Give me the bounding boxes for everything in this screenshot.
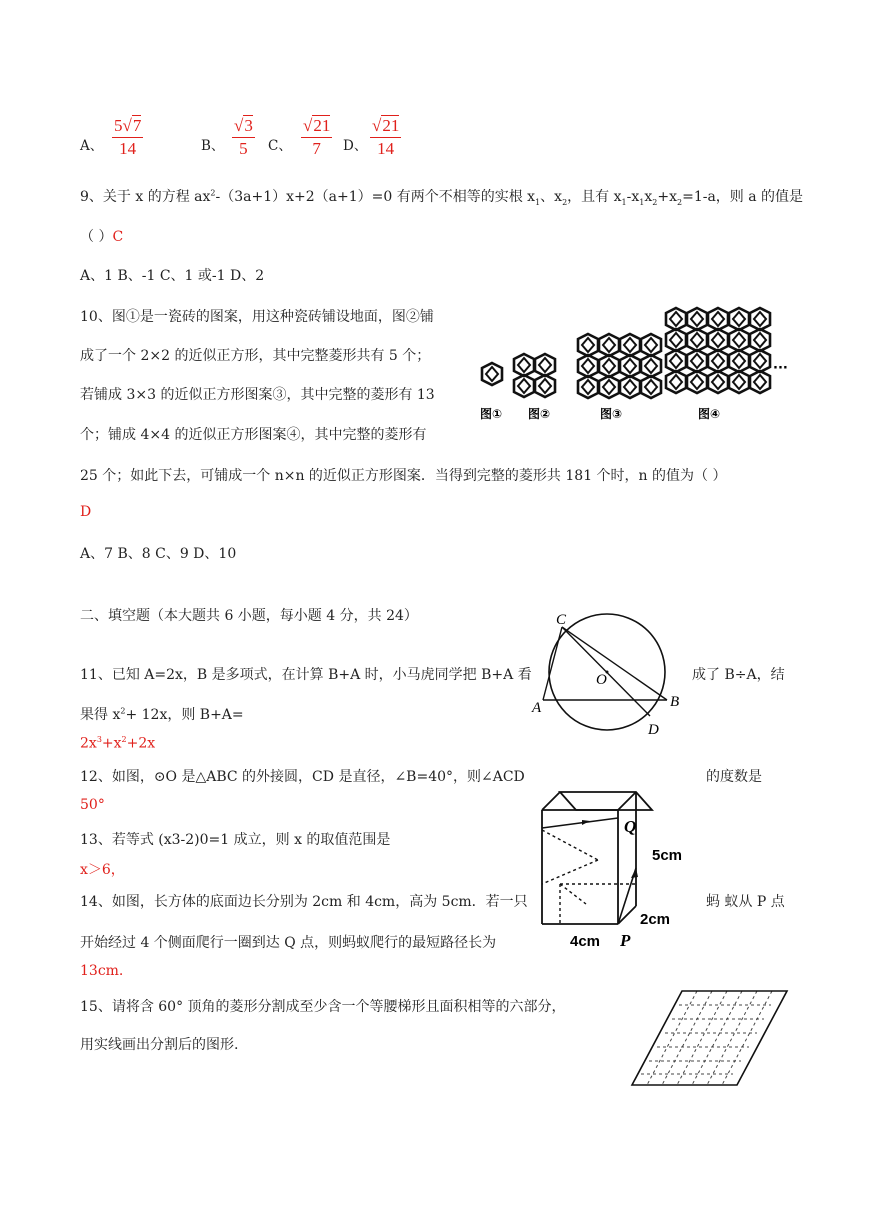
- option-c-fraction: $\frac{√21}{7}$: [303, 116, 331, 158]
- point-p-label: P: [620, 931, 631, 950]
- q14-line: 14、如图，长方体的底面边长分别为 2cm 和 4cm，高为 5cm．若一只: [80, 894, 528, 910]
- q10-options: A、7 B、8 C、9 D、10: [80, 546, 237, 562]
- section-heading: 二、填空题（本大题共 6 小题，每小题 4 分，共 24）: [80, 608, 418, 624]
- q10-line2: 成了一个 2×2 的近似正方形，其中完整菱形共有 5 个；: [80, 348, 431, 364]
- point-q-label: Q: [624, 817, 637, 836]
- q14-line2: 开始经过 4 个侧面爬行一圈到达 Q 点，则蚂蚁爬行的最短路径长为: [80, 935, 497, 951]
- q15-line1: 15、请将含 60° 顶角的菱形分割成至少含一个等腰梯形且面积相等的六部分，: [80, 999, 566, 1015]
- fig-ellipsis: ···: [773, 361, 788, 376]
- length-label: 4cm: [570, 933, 601, 950]
- q12-line: 12、如图，⊙O 是△ABC 的外接圆，CD 是直径，∠B=40°，则∠ACD: [80, 769, 525, 785]
- q9-answer: C: [112, 229, 124, 245]
- q10-line4: 个；铺成 4×4 的近似正方形图案④，其中完整的菱形有: [80, 427, 427, 443]
- q11-line2: 果得 $x^2+ 12x$，则 B+A=: [80, 706, 244, 723]
- point-b-label: B: [670, 694, 680, 710]
- tile-figure-4: [666, 308, 770, 393]
- q9-question: 9、关于 x 的方程 $ax^2-(3a+1)x+2(a+1)=0$ 有两个不相等的实根 $x_1$、$x_2$，且有 $x_1-x_1x_2+x_2=1-a$，则 a 的值是: [80, 188, 804, 207]
- tile-figure-3: [578, 334, 661, 398]
- circle-figure: [530, 608, 690, 740]
- q10-line1: 10、图①是一瓷砖的图案，用这种瓷砖铺设地面，图②铺: [80, 309, 434, 325]
- q12-answer: 50°: [80, 797, 105, 813]
- q9-options: A、1 B、-1 C、1 或-1 D、2: [80, 268, 265, 284]
- q10-line3: 若铺成 3×3 的近似正方形图案③，其中完整的菱形有 13: [80, 387, 435, 403]
- q15-line2: 用实线画出分割后的图形.: [80, 1037, 239, 1053]
- option-d-fraction: $\frac{√21}{14}$: [372, 116, 400, 158]
- point-c-label: C: [556, 612, 567, 628]
- q12-line-right: 的度数是: [706, 769, 762, 785]
- fig-label-1: 图①: [480, 407, 503, 421]
- q13-answer: x＞6，: [80, 862, 125, 878]
- rhombus-grid-figure: [615, 985, 795, 1090]
- q9-blank: （ ）C: [80, 229, 124, 245]
- tile-figure-2: [514, 354, 555, 397]
- q11-answer: $2x^3+x^2+2x$: [80, 735, 156, 752]
- option-b-label: B、: [201, 138, 225, 154]
- q10-line5: 25 个；如此下去，可铺成一个 n×n 的近似正方形图案．当得到完整的菱形共 181 个时，n 的值为（ ）: [80, 468, 727, 484]
- option-a-label: A、: [80, 138, 104, 154]
- height-label: 5cm: [652, 847, 683, 864]
- q14-line-right: 蚂 蚁从 P 点: [706, 894, 785, 910]
- option-c-label: C、: [268, 138, 292, 154]
- option-b-fraction: $\frac{√3}{5}$: [234, 116, 253, 158]
- option-a-fraction: $\frac{5√7}{14}$: [114, 116, 142, 158]
- fig-label-2: 图②: [528, 407, 551, 421]
- tile-figure-1: [482, 363, 502, 385]
- fig-label-4: 图④: [698, 407, 721, 421]
- q10-answer: D: [80, 504, 92, 520]
- q11-line1-right: 成了 B÷A，结: [692, 667, 785, 683]
- q11-line1: 11、已知 A=2x，B 是多项式，在计算 B+A 时，小马虎同学把 B+A 看: [80, 667, 532, 683]
- q14-answer: 13cm.: [80, 963, 124, 979]
- option-d-label: D、: [343, 138, 368, 154]
- point-d-label: D: [648, 722, 659, 738]
- fig-label-3: 图③: [600, 407, 623, 421]
- width-label: 2cm: [640, 911, 671, 928]
- point-o-label: O: [596, 672, 607, 688]
- q13-line: 13、若等式 (x3-2)0=1 成立，则 x 的取值范围是: [80, 832, 391, 848]
- box-figure: [538, 784, 698, 952]
- tile-pattern-figure: [470, 300, 800, 430]
- point-a-label: A: [532, 700, 542, 716]
